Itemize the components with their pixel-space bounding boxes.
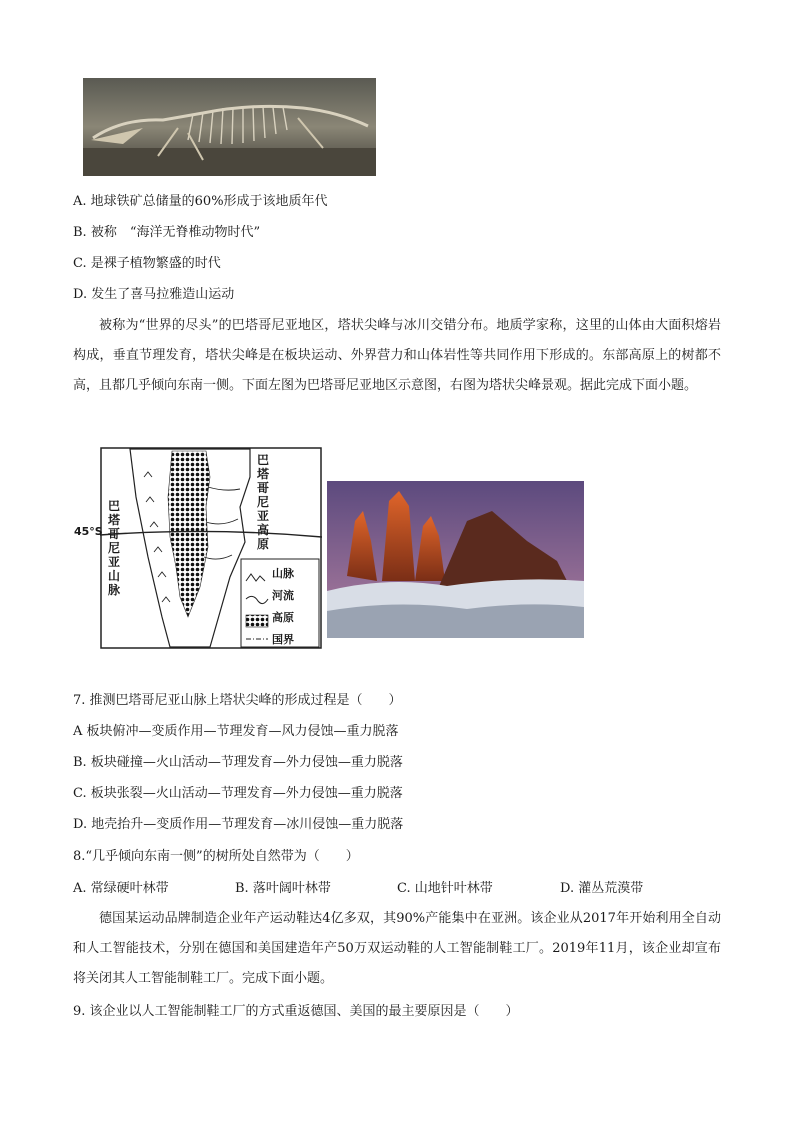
patagonia-map: [74, 447, 322, 649]
q7-option-a: A 板块俯冲—变质作用—节理发育—风力侵蚀—重力脱落: [73, 724, 399, 739]
q7-stem: 7. 推测巴塔哥尼亚山脉上塔状尖峰的形成过程是（ ）: [73, 693, 402, 708]
passage-shoe-company: 德国某运动品牌制造企业年产运动鞋达4亿多双，其90%产能集中在亚洲。该企业从2017年开始利用全自动和人工智能技术，分别在德国和美国建造年产50万双运动鞋的人工智能制鞋工厂。2019年11月，该企业却宣布将关闭其人工智能制鞋工厂。完成下面小题。: [73, 911, 721, 986]
q7-option-b: B. 板块碰撞—火山活动—节理发育—外力侵蚀—重力脱落: [73, 755, 403, 770]
legend-label-plateau: 高原: [272, 611, 294, 624]
latitude-label: 45°S: [74, 525, 103, 538]
q6-option-b: B. 被称 “海洋无脊椎动物时代”: [73, 225, 261, 240]
legend-label-mountain: 山脉: [272, 567, 294, 580]
q7-option-d: D. 地壳抬升—变质作用—节理发育—冰川侵蚀—重力脱落: [73, 817, 404, 832]
q8-stem: 8.“几乎倾向东南一侧”的树所处自然带为（ ）: [73, 849, 359, 864]
fossil-skeleton-photo: [83, 78, 376, 176]
legend-label-border: 国界: [272, 633, 294, 646]
q8-option-b: B. 落叶阔叶林带: [235, 881, 331, 896]
q9-stem: 9. 该企业以人工智能制鞋工厂的方式重返德国、美国的最主要原因是（ ）: [73, 1004, 519, 1019]
q8-option-d: D. 灌丛荒漠带: [560, 881, 644, 896]
q8-option-c: C. 山地针叶林带: [397, 881, 493, 896]
legend-label-river: 河流: [272, 589, 294, 602]
q6-option-a: A. 地球铁矿总储量的60%形成于该地质年代: [73, 194, 328, 209]
q8-option-a: A. 常绿硬叶林带: [73, 881, 169, 896]
tower-peaks-photo: [327, 481, 584, 638]
q6-option-d: D. 发生了喜马拉雅造山运动: [73, 287, 235, 302]
q6-option-c: C. 是裸子植物繁盛的时代: [73, 256, 221, 271]
q7-option-c: C. 板块张裂—火山活动—节理发育—外力侵蚀—重力脱落: [73, 786, 403, 801]
mountain-label: 巴塔哥尼亚山脉: [108, 499, 121, 597]
plateau-icon: [246, 615, 268, 627]
plateau-label: 巴塔哥尼亚高原: [257, 453, 270, 551]
passage-patagonia: 被称为“世界的尽头”的巴塔哥尼亚地区，塔状尖峰与冰川交错分布。地质学家称，这里的山体由大面积熔岩构成，垂直节理发育，塔状尖峰是在板块运动、外界营力和山体岩性等共同作用下形成的。东部高原上的树都不高，且都几乎倾向东南一侧。下面左图为巴塔哥尼亚地区示意图，右图为塔状尖峰景观。据此完成下面小题。: [73, 318, 721, 393]
